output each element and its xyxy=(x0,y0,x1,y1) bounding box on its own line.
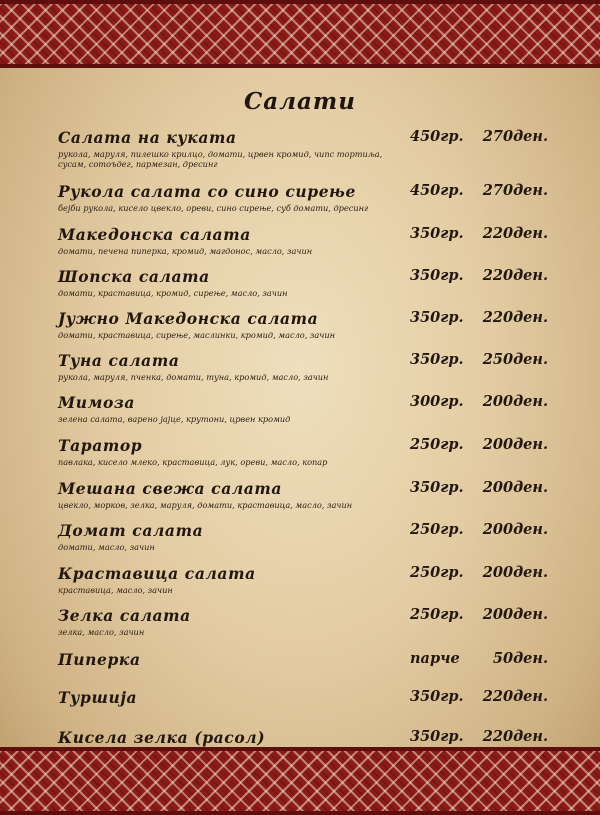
item-name: Македонска салата xyxy=(58,225,251,244)
item-name: Салата на куката xyxy=(58,128,237,147)
item-price: 220ден. xyxy=(482,309,548,326)
item-description: рукола, маруля, пченка, домати, туна, кромид, масло, зачин xyxy=(58,372,329,382)
item-name: Краставица салата xyxy=(58,564,256,583)
item-price: 50ден. xyxy=(492,650,548,667)
item-price: 220ден. xyxy=(482,267,548,284)
item-quantity: 350гр. xyxy=(410,688,464,705)
item-quantity: 350гр. xyxy=(410,225,464,242)
item-name: Рукола салата со сино сирење xyxy=(58,182,356,201)
item-description: зелка, масло, зачин xyxy=(58,627,145,637)
item-description: домати, печена пиперка, кромид, магдонос, масло, зачин xyxy=(58,246,313,256)
item-quantity: 350гр. xyxy=(410,267,464,284)
item-quantity: 450гр. xyxy=(410,182,464,199)
item-price: 200ден. xyxy=(482,393,548,410)
item-description: домати, краставица, кромид, сирење, масло, зачин xyxy=(58,288,288,298)
item-name: Туршија xyxy=(58,688,138,707)
item-name: Зелка салата xyxy=(58,606,191,625)
item-price: 200ден. xyxy=(482,564,548,581)
item-quantity: 250гр. xyxy=(410,564,464,581)
item-name: Кисела зелка (расол) xyxy=(58,728,266,747)
item-name: Мешана свежа салата xyxy=(58,479,283,498)
item-description: павлака, кисело млеко, краставица, лук, ореви, масло, копар xyxy=(58,457,328,467)
item-name: Пиперка xyxy=(58,650,141,669)
item-quantity: 350гр. xyxy=(410,309,464,326)
item-price: 200ден. xyxy=(482,606,548,623)
item-price: 200ден. xyxy=(482,479,548,496)
item-description: краставица, масло, зачин xyxy=(58,585,173,595)
item-name: Таратор xyxy=(58,436,143,455)
item-name: Мимоза xyxy=(58,393,136,412)
item-quantity: 350гр. xyxy=(410,728,464,745)
item-quantity: 350гр. xyxy=(410,351,464,368)
item-name: Туна салата xyxy=(58,351,180,370)
top-ornamental-border xyxy=(0,0,600,68)
item-name: Јужно Македонска салата xyxy=(58,309,319,328)
item-price: 270ден. xyxy=(482,128,548,145)
item-price: 220ден. xyxy=(482,225,548,242)
item-quantity: 350гр. xyxy=(410,479,464,496)
item-price: 200ден. xyxy=(482,436,548,453)
item-quantity: парче xyxy=(410,650,460,667)
border-line xyxy=(0,0,600,4)
border-line xyxy=(0,64,600,68)
item-quantity: 300гр. xyxy=(410,393,464,410)
item-description: цвекло, морков, зелка, маруля, домати, краставица, масло, зачин xyxy=(58,500,353,510)
item-quantity: 250гр. xyxy=(410,521,464,538)
item-quantity: 250гр. xyxy=(410,606,464,623)
item-description: бејби рукола, кисело цвекло, ореви, сино сирење, суб домати, дресинг xyxy=(58,203,369,213)
item-price: 270ден. xyxy=(482,182,548,199)
item-price: 250ден. xyxy=(482,351,548,368)
item-name: Домат салата xyxy=(58,521,204,540)
border-line xyxy=(0,811,600,815)
border-line xyxy=(0,747,600,751)
item-quantity: 250гр. xyxy=(410,436,464,453)
item-description: зелена салата, варено јајце, крутони, црвен кромид xyxy=(58,414,291,424)
item-price: 200ден. xyxy=(482,521,548,538)
item-name: Шопска салата xyxy=(58,267,210,286)
item-description: домати, масло, зачин xyxy=(58,542,155,552)
menu-section-title: Салати xyxy=(243,88,356,115)
item-description: домати, краставица, сирење, маслинки, кромид, масло, зачин xyxy=(58,330,336,340)
item-price: 220ден. xyxy=(482,688,548,705)
item-quantity: 450гр. xyxy=(410,128,464,145)
item-description: рукола, маруля, пилешко крилцо, домати, црвен кромид, чипс тортиља, сусам, сотоъдег, пармезан, дресинг xyxy=(58,149,383,169)
item-price: 220ден. xyxy=(482,728,548,745)
bottom-ornamental-border xyxy=(0,747,600,815)
